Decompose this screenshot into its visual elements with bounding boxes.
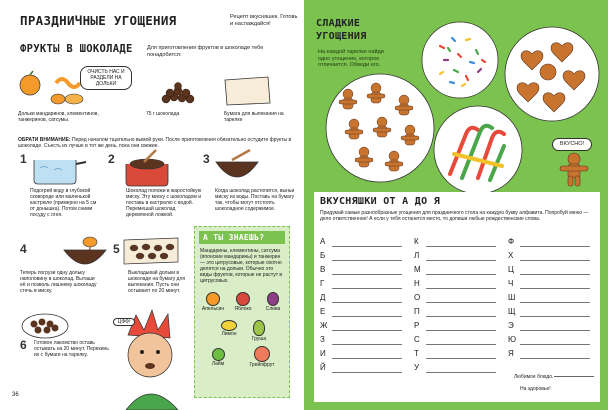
letter-label: П <box>414 307 420 316</box>
answer-line[interactable] <box>332 330 402 331</box>
letter-row[interactable] <box>320 278 402 292</box>
letter-label: Т <box>414 349 419 358</box>
letter-label: Д <box>320 293 326 302</box>
fruit-lemon: Лимон <box>217 320 241 337</box>
ingredient-0: Дольки мандаринов, клементинов, танжеринов, сатсумы. <box>18 111 99 123</box>
step-text-4: Теперь погрузи одну дольку наполовину в шоколад. Выташи её и позволь лишнему шоколаду стечь в миску. <box>20 270 97 294</box>
fruit-apple: Яблоко <box>231 292 255 312</box>
sweet-title: СЛАДКИЕ УГОЩЕНИЯ <box>316 18 367 42</box>
tagline: Рецепт вкусняшек. Готовь и наслаждайся! <box>230 14 298 27</box>
fruit-icon <box>254 346 270 362</box>
answer-line[interactable] <box>520 330 590 331</box>
dip-icon <box>60 232 110 272</box>
fruit-icon <box>212 348 225 361</box>
answer-line[interactable] <box>520 358 590 359</box>
answer-line[interactable] <box>426 246 496 247</box>
answer-line[interactable] <box>426 358 496 359</box>
plate-candy-canes <box>432 104 524 196</box>
answer-line[interactable] <box>426 260 496 261</box>
tray-icon <box>122 236 180 266</box>
letter-row[interactable] <box>320 362 402 376</box>
letter-label: Н <box>414 279 420 288</box>
fruit-grapefruit: Грейпфрут <box>245 346 279 368</box>
abc-column-2 <box>414 236 496 376</box>
letter-row[interactable] <box>320 250 402 264</box>
bowl-icon <box>212 152 262 190</box>
page-number: 36 <box>12 392 19 398</box>
step-number-2: 2 <box>108 152 115 166</box>
gingerbread-man <box>556 152 592 188</box>
letter-label: Ц <box>508 265 514 274</box>
step-text-5: Выкладывай дольки в шоколаде на бумагу для выпекания. Пусть они остывают по 20 минут. <box>128 270 186 294</box>
speech-bubble-mandarin: ОЧИСТЬ НАС И РАЗДЕЛИ НА ДОЛЬКИ <box>80 66 132 90</box>
pan-icon <box>28 150 88 185</box>
letter-label: Ш <box>508 293 516 302</box>
answer-line[interactable] <box>332 358 402 359</box>
answer-line[interactable] <box>426 344 496 345</box>
answer-line[interactable] <box>332 344 402 345</box>
letter-row[interactable] <box>508 236 590 250</box>
letter-row[interactable] <box>508 334 590 348</box>
letter-label: О <box>414 293 421 302</box>
letter-row[interactable] <box>320 334 402 348</box>
abc-column-1 <box>320 236 402 376</box>
letter-label: Ф <box>508 237 515 246</box>
did-you-know-card <box>194 226 290 398</box>
letter-row[interactable] <box>508 250 590 264</box>
fruit-orange: Апельсин <box>201 292 225 312</box>
letter-label: Р <box>414 321 420 330</box>
answer-line[interactable] <box>332 260 402 261</box>
letter-row[interactable] <box>320 236 402 250</box>
letter-label: Э <box>508 321 514 330</box>
letter-label: Ж <box>320 321 328 330</box>
letter-row[interactable] <box>414 250 496 264</box>
fruit-pear: Груша <box>247 320 271 342</box>
recipe-intro: Для приготовления фруктов в шоколаде тебе понадобится: <box>147 45 264 58</box>
abc-column-3 <box>508 236 590 362</box>
letter-row[interactable] <box>508 264 590 278</box>
letter-label: У <box>414 363 420 372</box>
fruit-plum: Слива <box>261 292 285 312</box>
letter-row[interactable] <box>414 278 496 292</box>
letter-row[interactable] <box>414 236 496 250</box>
attention-note <box>18 137 296 149</box>
letter-row[interactable] <box>508 306 590 320</box>
favorite-line[interactable] <box>554 376 594 377</box>
fruit-grid <box>195 284 289 384</box>
answer-line[interactable] <box>332 274 402 275</box>
abc-card <box>314 192 600 402</box>
answer-line[interactable] <box>520 344 590 345</box>
answer-line[interactable] <box>426 274 496 275</box>
letter-row[interactable] <box>508 278 590 292</box>
letter-label: М <box>414 265 421 274</box>
letter-label: Я <box>508 349 514 358</box>
letter-label: Х <box>508 251 514 260</box>
abc-title: ВКУСНЯШКИ ОТ А ДО Я <box>320 196 441 207</box>
plate-icon <box>20 310 70 340</box>
chocolate-icon <box>160 82 196 104</box>
letter-row[interactable] <box>414 362 496 376</box>
letter-row[interactable] <box>320 320 402 334</box>
pot-icon <box>122 150 176 188</box>
answer-line[interactable] <box>520 246 590 247</box>
ingredient-1: 75 г шоколада <box>146 111 180 117</box>
answer-line[interactable] <box>520 316 590 317</box>
letter-label: З <box>320 335 325 344</box>
letter-label: И <box>320 349 326 358</box>
answer-line[interactable] <box>426 288 496 289</box>
right-page <box>304 0 608 410</box>
letter-label: С <box>414 335 420 344</box>
step-text-6: Готовое лакомство оставь остывать на 20 минут. Перекинь их с бумаги на тарелку. <box>34 340 109 358</box>
did-you-know-text: Мандарины, клементины, сатсума (японские мандарины) и танжерин — это цитрусовые, которые охотно делятся на дольки. Обычно это виды фруктов, которые не растут в цитрусовых. <box>200 248 283 284</box>
answer-line[interactable] <box>332 302 402 303</box>
favorite-label: Любимое блюдо. <box>514 374 554 380</box>
letter-row[interactable] <box>508 292 590 306</box>
step-text-3: Когда шоколад растопится, выньи миску из воды. Поставь на бумагу так, чтобы могут отстоять шоколадное содержимое. <box>215 188 295 212</box>
ingredient-2: Бумага для выпекания на тарелке <box>224 111 284 123</box>
letter-row[interactable] <box>508 348 590 362</box>
letter-label: Й <box>320 363 326 372</box>
letter-row[interactable] <box>414 348 496 362</box>
step-number-4: 4 <box>20 242 27 256</box>
favorite-wish: На здоровье! <box>520 386 551 392</box>
letter-label: Щ <box>508 307 516 316</box>
letter-row[interactable] <box>320 348 402 362</box>
fruit-icon <box>221 320 237 331</box>
letter-label: Г <box>320 279 325 288</box>
letter-row[interactable] <box>414 306 496 320</box>
step-number-3: 3 <box>203 152 210 166</box>
did-you-know-title: А ТЫ ЗНАЕШЬ? <box>199 231 285 244</box>
answer-line[interactable] <box>332 316 402 317</box>
letter-row[interactable] <box>320 292 402 306</box>
letter-label: А <box>320 237 326 246</box>
page-title: ПРАЗДНИЧНЫЕ УГОЩЕНИЯ <box>20 13 177 28</box>
recipe-subtitle: ФРУКТЫ В ШОКОЛАДЕ <box>20 43 133 55</box>
attention-label: ОБРАТИ ВНИМАНИЕ: <box>18 137 71 143</box>
step-text-1: Подогрей воду в глубокой сковороде или маленькой кастрюле (примерно на 5 см от донышка). Потом сними посуду с огня. <box>30 188 97 218</box>
letter-label: Ч <box>508 279 514 288</box>
step-number-5: 5 <box>113 242 120 256</box>
answer-line[interactable] <box>426 316 496 317</box>
step-text-2: Шоколад положи в жаростойкую миску. Эту миску с шоколадом и поставь в кастрюлю с водой. Перемешай шоколад деревянной ложкой. <box>126 188 202 218</box>
abc-instructions: Придумай самые разнообразные угощения для праздничного стола на каждую букву алфавита. Попробуй меню — дело ответственное! А если у тебя останется место, то допиши любые рождественские слова. <box>320 210 589 222</box>
answer-line[interactable] <box>332 246 402 247</box>
speech-bubble-kid: ЦФФ! <box>113 318 135 326</box>
fruit-icon <box>206 292 220 306</box>
paper-icon <box>222 75 272 107</box>
answer-line[interactable] <box>332 372 402 373</box>
answer-line[interactable] <box>520 288 590 289</box>
sweet-instructions: На каждой тарелке найди одно угощение, которое отличается. Обведи его. <box>318 49 384 68</box>
answer-line[interactable] <box>332 288 402 289</box>
letter-row[interactable] <box>414 320 496 334</box>
letter-label: Л <box>414 251 420 260</box>
fruit-icon <box>253 320 265 336</box>
step-number-1: 1 <box>20 152 27 166</box>
attention-text: Перед началом тщательно вымой руки. После приготовления обязательно остудите фрукты в шоколаде. Съесть их лучше в тот же день, пока они свежие. <box>18 137 292 149</box>
step-number-6: 6 <box>20 338 27 352</box>
letter-row[interactable] <box>414 292 496 306</box>
letter-label: В <box>320 265 326 274</box>
letter-label: Е <box>320 307 326 316</box>
kid-illustration <box>118 300 188 410</box>
letter-row[interactable] <box>320 264 402 278</box>
answer-line[interactable] <box>520 274 590 275</box>
fruit-icon <box>236 292 250 306</box>
answer-line[interactable] <box>426 302 496 303</box>
letter-label: Б <box>320 251 326 260</box>
fruit-icon <box>267 292 279 306</box>
answer-line[interactable] <box>426 372 496 373</box>
letter-label: К <box>414 237 419 246</box>
letter-row[interactable] <box>508 320 590 334</box>
answer-line[interactable] <box>426 330 496 331</box>
letter-label: Ю <box>508 335 517 344</box>
answer-line[interactable] <box>520 302 590 303</box>
plate-gingerbread <box>324 72 436 184</box>
letter-row[interactable] <box>320 306 402 320</box>
letter-row[interactable] <box>414 334 496 348</box>
yummy-bubble: ВКУСНО! <box>552 138 592 151</box>
answer-line[interactable] <box>520 260 590 261</box>
letter-row[interactable] <box>414 264 496 278</box>
fruit-lime: Лайм <box>205 348 231 367</box>
